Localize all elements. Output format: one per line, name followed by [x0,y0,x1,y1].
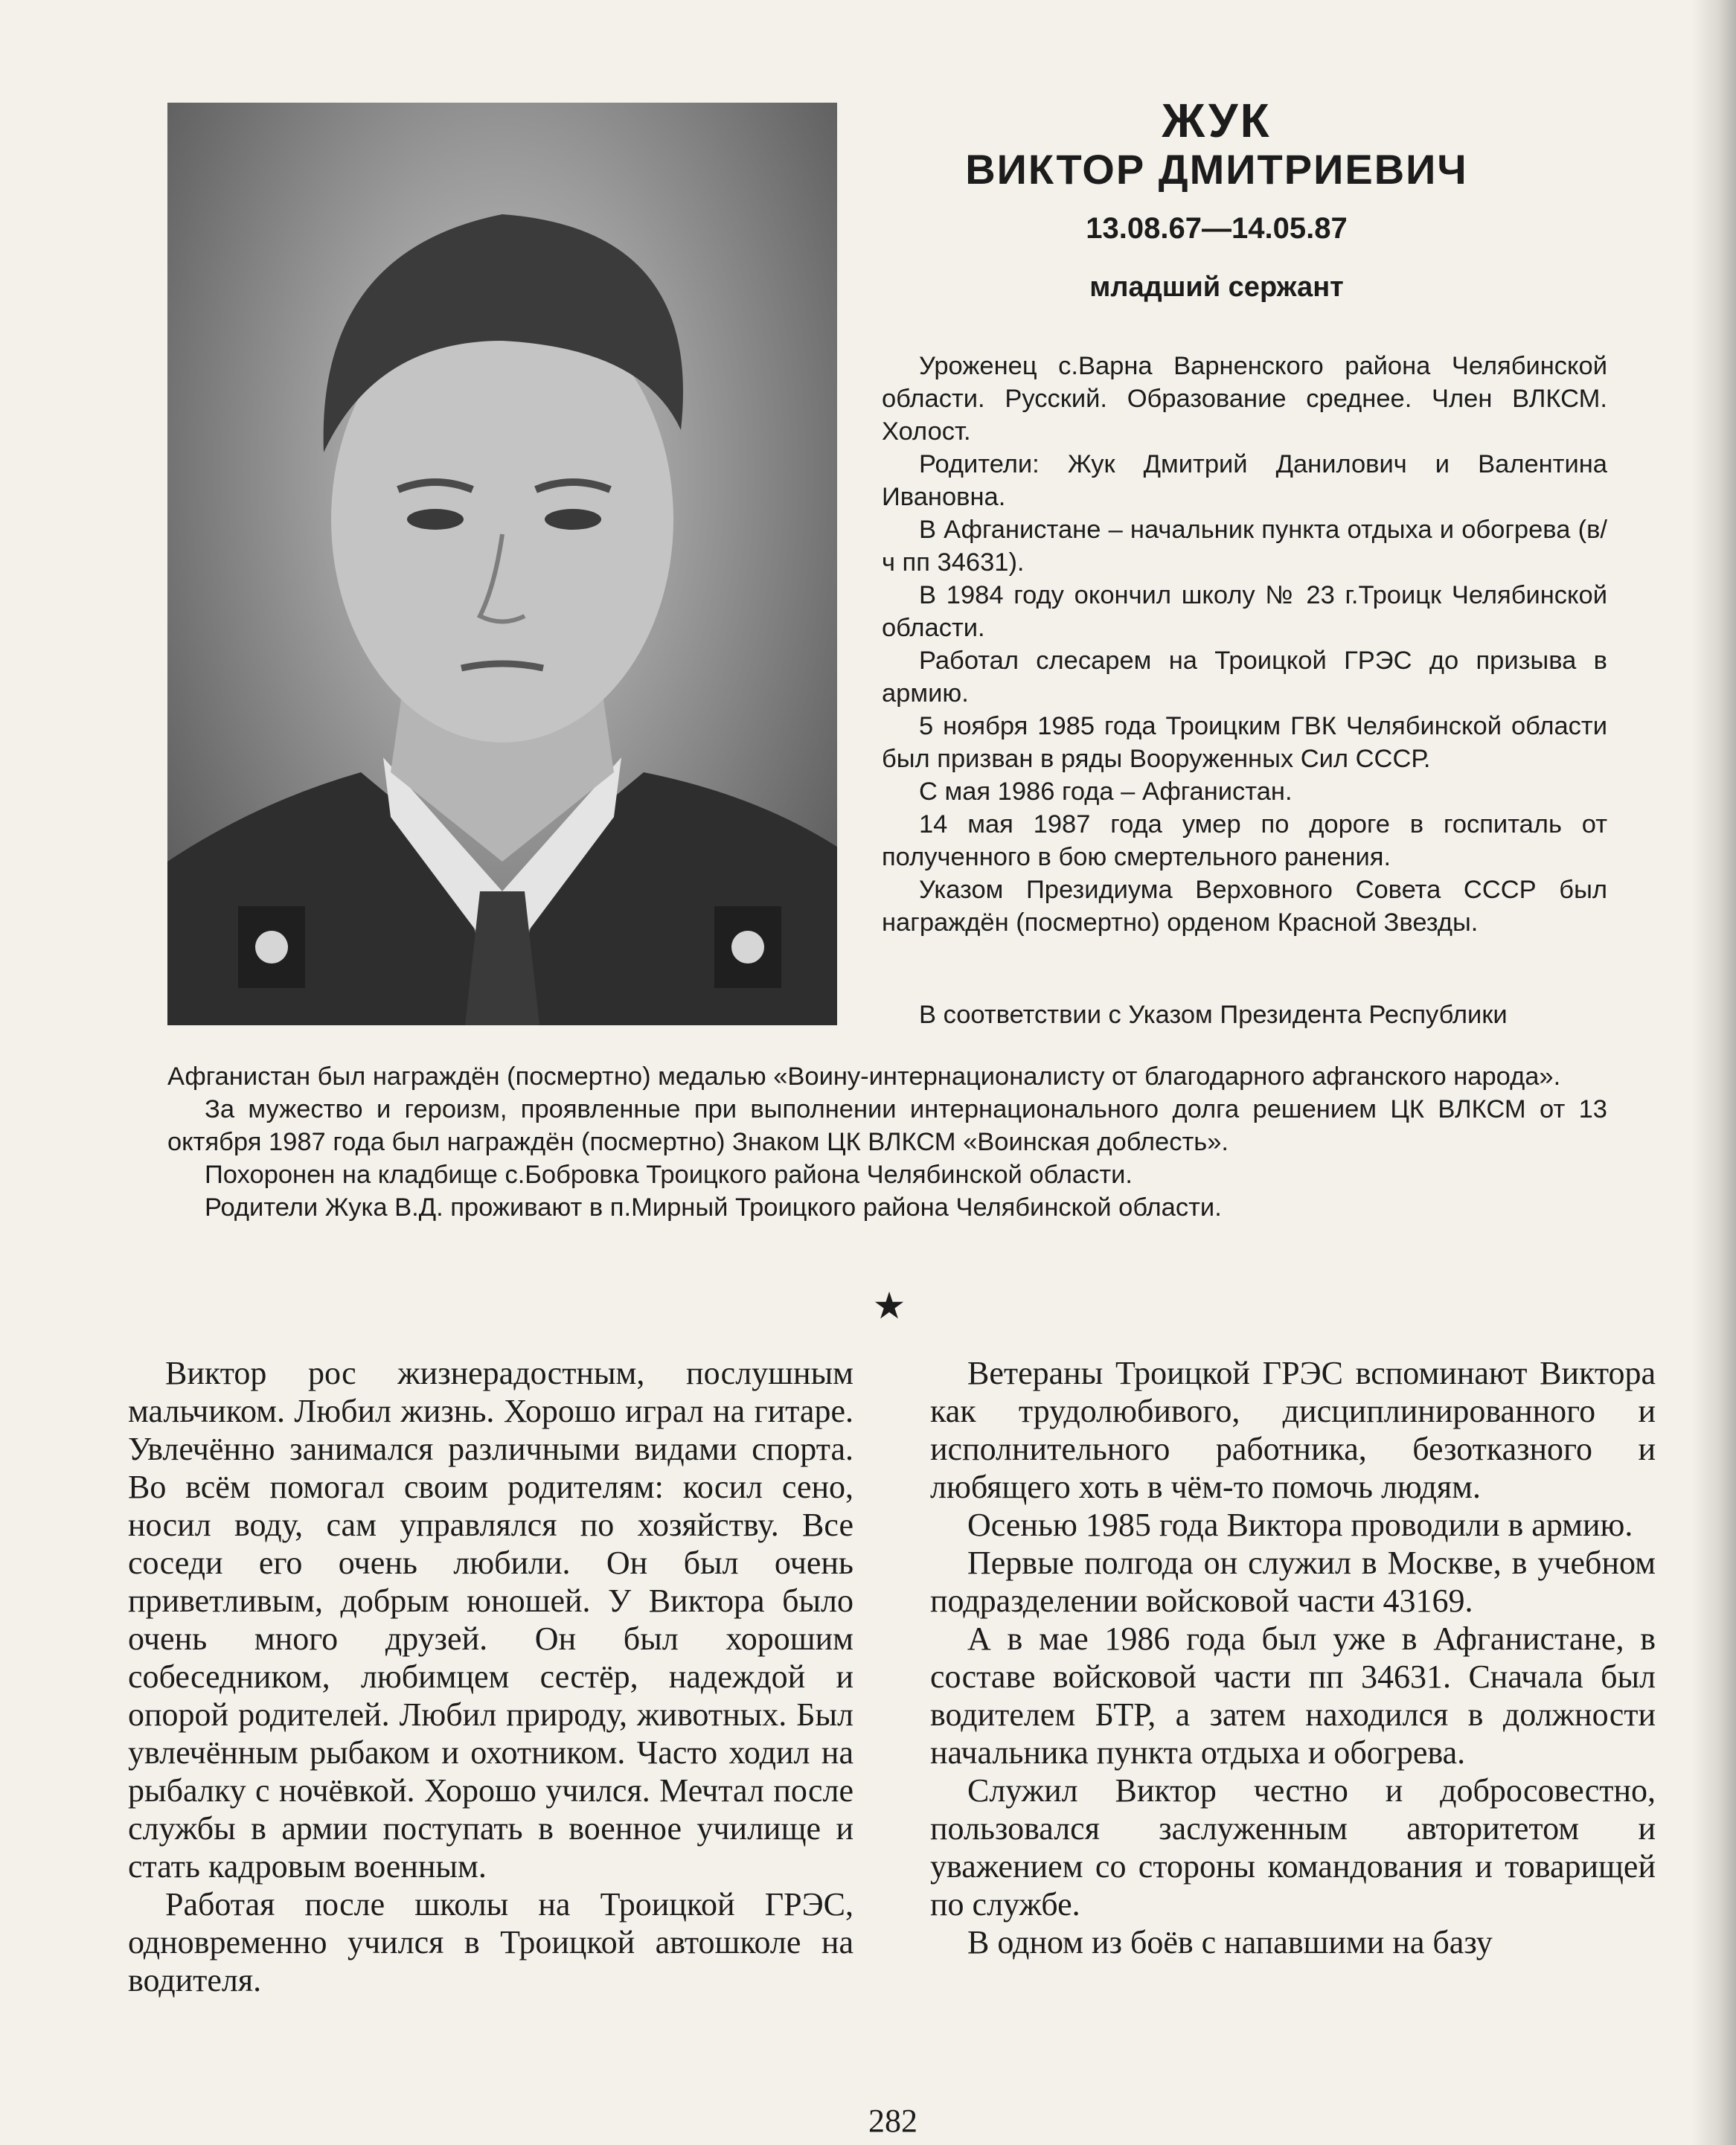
bio-paragraph: В Афганистане – начальник пункта отдыха и обогрева (в/ч пп 34631). [882,516,1607,577]
bio-paragraph: За мужество и героизм, проявленные при выполнении интернационального долга решением ЦК ВЛКСМ от 13 октября 1987 года был награждён (посмертно) Знаком ЦК ВЛКСМ «Воинская доблесть». [167,1095,1607,1156]
star-separator-icon: ★ [872,1285,906,1327]
portrait-photo [167,103,837,1025]
column-paragraph: Виктор рос жизнерадостным, послушным мальчиком. Любил жизнь. Хорошо играл на гитаре. Увлечённо занимался различными видами спорта. Во всём помогал своим родителям: косил сено, носил воду, сам управлялся по хозяйству. Все соседи его очень любили. Он был очень приветливым, добрым юношей. У Виктора было очень много друзей. Он был хорошим собеседником, любимцем сестёр, надеждой и опорой родителей. Любил природу, животных. Был увлечённым рыбаком и охотником. Часто ходил на рыбалку с ночёвкой. Хорошо учился. Мечтал после службы в армии поступать в военное училище и стать кадровым военным. [128,1355,853,1885]
award-first-line: В соответствии с Указом Президента Республики [919,1001,1508,1029]
bio-paragraph: Уроженец с.Варна Варненского района Челябинской области. Русский. Образование среднее. Член ВЛКСМ. Холост. [882,352,1607,446]
column-paragraph: Служил Виктор честно и добросовестно, пользовался заслуженным авторитетом и уважением со стороны командования и товарищей по службе. [930,1772,1656,1923]
bio-paragraph: Родители Жука В.Д. проживают в п.Мирный Троицкого района Челябинской области. [205,1193,1222,1222]
column-paragraph: Работая после школы на Троицкой ГРЭС, одновременно учился в Троицкой автошколе на водителя. [128,1886,853,1998]
page-binding-shadow [1691,0,1736,2145]
award-continuation: Афганистан был награждён (посмертно) медалью «Воину-интернационалисту от благодарного афганского народа». [167,1062,1561,1091]
given-names: ВИКТОР ДМИТРИЕВИЧ [965,146,1468,193]
surname: ЖУК [1162,94,1272,147]
column-paragraph: Первые полгода он служил в Москве, в учебном подразделении войсковой части 43169. [930,1545,1656,1619]
portrait-image [167,103,837,1025]
military-rank: младший сержант [1089,272,1344,303]
bio-paragraph: 5 ноября 1985 года Троицким ГВК Челябинской области был призван в ряды Вооруженных Сил СССР. [882,712,1607,773]
bio-paragraph: Похоронен на кладбище с.Бобровка Троицкого района Челябинской области. [205,1161,1133,1189]
bio-paragraph: С мая 1986 года – Афганистан. [919,777,1293,806]
column-paragraph: А в мае 1986 года был уже в Афганистане, в составе войсковой части пп 34631. Сначала был водителем БТР, а затем находился в должности начальника пункта отдыха и обогрева. [930,1620,1656,1771]
bio-paragraph: В 1984 году окончил школу № 23 г.Троицк Челябинской области. [882,581,1607,642]
page-number: 282 [868,2103,917,2139]
column-paragraph: В одном из боёв с напавшими на базу [967,1924,1493,1960]
column-paragraph: Ветераны Троицкой ГРЭС вспоминают Виктора как трудолюбивого, дисциплинированного и исполнительного работника, безотказного и любящего хоть в чём-то помочь людям. [930,1355,1656,1505]
bio-paragraph: 14 мая 1987 года умер по дороге в госпиталь от полученного в бою смертельного ранения. [882,810,1607,871]
award-paragraph [167,998,1607,1031]
column-paragraph: Осенью 1985 года Виктора проводили в армию. [967,1507,1633,1543]
right-column [930,1354,1656,1961]
bio-paragraph: Указом Президиума Верховного Совета СССР был награждён (посмертно) орденом Красной Звезды. [882,876,1607,937]
biography-wide-block [167,1060,1607,1224]
left-column [128,1354,853,1999]
bio-paragraph: Родители: Жук Дмитрий Данилович и Валентина Ивановна. [882,450,1607,511]
bio-paragraph: Работал слесарем на Троицкой ГРЭС до призыва в армию. [882,647,1607,708]
life-dates: 13.08.67—14.05.87 [1086,212,1348,245]
biography-block [882,350,1607,939]
